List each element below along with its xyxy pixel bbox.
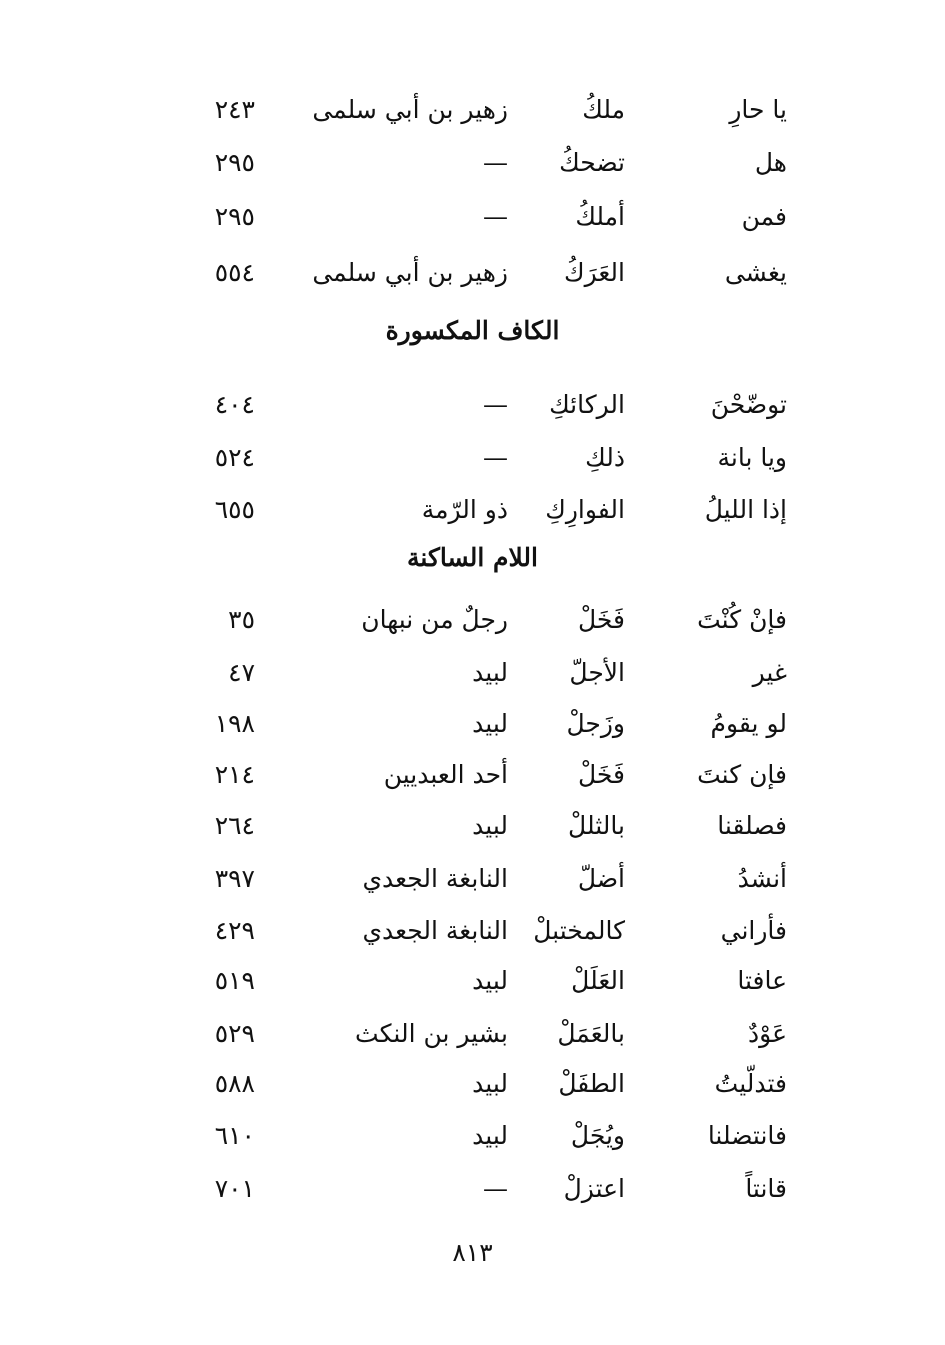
poet-name: بشير بن النكث [355,1019,508,1048]
poet-name: النابغة الجعدي [362,864,508,893]
page-ref: ٣٩٧ [214,864,255,893]
page-ref: ٤٧ [228,658,255,687]
page-ref: ٣٥ [228,605,255,634]
table-row [0,959,945,1003]
poet-name: النابغة الجعدي [362,916,508,945]
table-row [0,1012,945,1056]
rhyme-word: العَلَلْ [571,966,625,995]
section-heading: اللام الساكنة [407,543,538,572]
first-word: إذا الليلُ [704,495,787,524]
poet-name: — [483,202,508,231]
table-row [0,1114,945,1158]
first-word: فإن كنتَ [697,760,787,789]
first-word: قانتاً [745,1174,787,1203]
page-number: ٨١٣ [452,1238,493,1267]
page-ref: ٢٩٥ [214,202,255,231]
poet-name: زهير بن أبي سلمى [312,258,508,287]
poet-name: ذو الرّمة [421,495,508,524]
page-ref: ٧٠١ [214,1174,255,1203]
rhyme-word: ويُجَلْ [570,1121,625,1150]
table-row [0,651,945,695]
first-word: لو يقومُ [710,709,787,738]
rhyme-word: الركائكِ [549,390,625,419]
first-word: ويا بانة [717,443,787,472]
page-ref: ٥٨٨ [214,1069,255,1098]
rhyme-word: بالعَمَلْ [557,1019,625,1048]
poet-name: لبيد [472,709,508,738]
poet-name: — [483,148,508,177]
rhyme-word: العَرَكُ [563,258,625,287]
poet-name: رجلٌ من نبهان [361,605,508,634]
first-word: عافتا [737,966,787,995]
first-word: فصلقنا [717,811,787,840]
table-row [0,88,945,132]
table-row [0,195,945,239]
section-heading: الكاف المكسورة [385,316,560,345]
first-word: أنشدُ [737,864,787,893]
first-word: توضّحْنَ [710,390,787,419]
table-row [0,702,945,746]
page-ref: ٦١٠ [214,1121,255,1150]
table-row [0,436,945,480]
rhyme-word: فَخَلْ [577,605,625,634]
page-ref: ٤٢٩ [214,916,255,945]
first-word: هل [754,148,787,177]
rhyme-word: كالمختبلْ [533,916,625,945]
poet-name: — [483,390,508,419]
page-ref: ٦٥٥ [214,495,255,524]
table-row [0,857,945,901]
page-ref: ٢٤٣ [214,95,255,124]
poet-name: أحد العبديين [383,760,508,789]
table-row [0,383,945,427]
first-word: فتدلّيتُ [714,1069,787,1098]
rhyme-word: أضلّ [577,864,625,893]
rhyme-word: فَخَلْ [577,760,625,789]
rhyme-word: اعتزلْ [563,1174,625,1203]
first-word: فانتضلنا [707,1121,787,1150]
poet-name: زهير بن أبي سلمى [312,95,508,124]
rhyme-word: وزَجلْ [566,709,625,738]
rhyme-word: ملكُ [582,95,625,124]
page-ref: ٤٠٤ [214,390,255,419]
poet-name: — [483,443,508,472]
table-row [0,1062,945,1106]
page-ref: ١٩٨ [214,709,255,738]
first-word: فمن [741,202,787,231]
table-row [0,251,945,295]
first-word: يا حارِ [729,95,787,124]
rhyme-word: ذلكِ [585,443,625,472]
table-row [0,1167,945,1211]
rhyme-word: تضحكُ [559,148,625,177]
poet-name: لبيد [472,811,508,840]
rhyme-word: بالثللْ [568,811,625,840]
rhyme-word: أملكُ [575,202,625,231]
poet-name: لبيد [472,658,508,687]
page-ref: ٢١٤ [214,760,255,789]
poet-name: لبيد [472,1121,508,1150]
first-word: غير [752,658,787,687]
table-row [0,488,945,532]
first-word: يغشى [724,258,787,287]
table-row [0,598,945,642]
page-ref: ٥١٩ [214,966,255,995]
table-row [0,141,945,185]
rhyme-word: الطفَلْ [558,1069,625,1098]
rhyme-word: الفوارِكِ [545,495,625,524]
first-word: فإنْ كُنْتَ [697,605,787,634]
page-ref: ٢٩٥ [214,148,255,177]
page-ref: ٥٥٤ [214,258,255,287]
first-word: فأراني [720,916,787,945]
poet-name: لبيد [472,966,508,995]
page-ref: ٥٢٩ [214,1019,255,1048]
first-word: عَوْدٌ [748,1019,787,1048]
page-ref: ٥٢٤ [214,443,255,472]
table-row [0,909,945,953]
page-ref: ٢٦٤ [214,811,255,840]
rhyme-word: الأجلّ [569,658,625,687]
table-row [0,804,945,848]
poet-name: لبيد [472,1069,508,1098]
poet-name: — [483,1174,508,1203]
table-row [0,753,945,797]
